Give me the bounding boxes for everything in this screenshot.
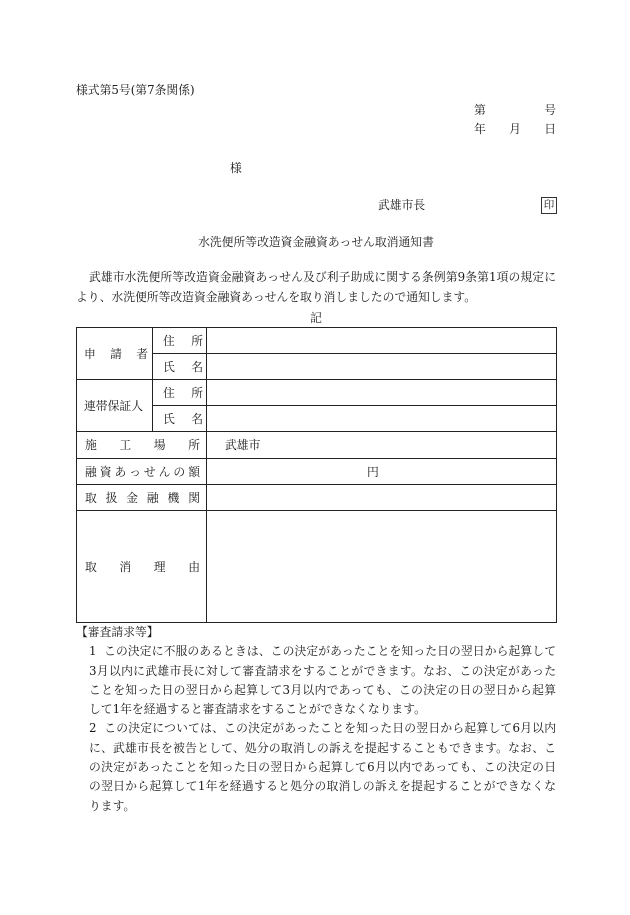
- date-day-label: 日: [544, 122, 556, 136]
- note-line: に、武雄市長を被告として、処分の取消しの訴えを提起することもできます。なお、こ: [89, 740, 556, 755]
- applicant-address-label: 住 所: [153, 328, 207, 354]
- document-number-prefix: 第: [474, 103, 486, 117]
- applicant-name-field: [207, 354, 557, 380]
- note-line: この決定に不服のあるときは、この決定があったことを知った日の翌日から起算して: [104, 644, 556, 659]
- issuer-name: 武雄市長: [378, 198, 426, 212]
- document-number: [474, 100, 556, 120]
- date-year-label: 年: [474, 122, 486, 136]
- note-line: この決定については、この決定があったことを知った日の翌日から起算して6月以内: [104, 721, 556, 736]
- note-line: の決定があったことを知った日の翌日から起算して6月以内であっても、この決定の日: [89, 760, 556, 775]
- applicant-address-field: [207, 328, 557, 354]
- site-label: 施 工 場 所: [77, 432, 207, 459]
- note-line: の翌日から起算して1年を経過すると処分の取消しの訴えを提起することができなくな: [89, 779, 556, 794]
- addressee-honorific: 様: [230, 161, 242, 175]
- guarantor-name-label: 氏 名: [153, 406, 207, 432]
- seal-mark: 印: [541, 197, 557, 214]
- reason-label: 取 消 理 由: [77, 511, 207, 623]
- applicant-label: 申 請 者: [77, 328, 153, 380]
- note-item: [89, 642, 556, 719]
- site-value: 武雄市: [207, 432, 557, 459]
- ki-heading: 記: [310, 311, 322, 325]
- note-item-number: 1: [89, 644, 97, 659]
- guarantor-label: 連帯保証人: [77, 380, 153, 432]
- body-line: 武雄市水洗便所等改造資金融資あっせん及び利子助成に関する条例第9条第1項の規定に: [89, 270, 556, 284]
- form-reference: 様式第5号(第7条関係): [76, 83, 195, 97]
- applicant-name-label: 氏 名: [153, 354, 207, 380]
- details-table: [76, 327, 557, 623]
- guarantor-address-field: [207, 380, 557, 406]
- document-title: 水洗便所等改造資金融資あっせん取消通知書: [198, 235, 434, 249]
- body-paragraph: [76, 267, 556, 307]
- reason-field: [207, 511, 557, 623]
- amount-label: 融資あっせんの額: [77, 459, 207, 485]
- review-notes: [76, 623, 556, 816]
- bank-label: 取 扱 金 融 機 関: [77, 485, 207, 511]
- body-line: より、水洗便所等改造資金融資あっせんを取り消しましたので通知します。: [76, 290, 477, 304]
- notes-heading: 【審査請求等】: [76, 625, 159, 639]
- note-line: して1年を経過すると審査請求をすることができなくなります。: [89, 702, 426, 717]
- guarantor-name-field: [207, 406, 557, 432]
- amount-unit: 円: [207, 459, 557, 485]
- note-line: ことを知った日の翌日から起算して3月以内であっても、この決定の日の翌日から起算: [89, 682, 556, 697]
- guarantor-address-label: 住 所: [153, 380, 207, 406]
- note-item: [89, 719, 556, 815]
- date-month-label: 月: [509, 122, 521, 136]
- note-line: 3月以内に武雄市長に対して審査請求をすることができます。なお、この決定があった: [89, 663, 556, 678]
- bank-field: [207, 485, 557, 511]
- document-number-suffix: 号: [544, 103, 556, 117]
- note-item-number: 2: [89, 721, 97, 736]
- note-line: ります。: [89, 798, 136, 813]
- document-date: [474, 119, 556, 139]
